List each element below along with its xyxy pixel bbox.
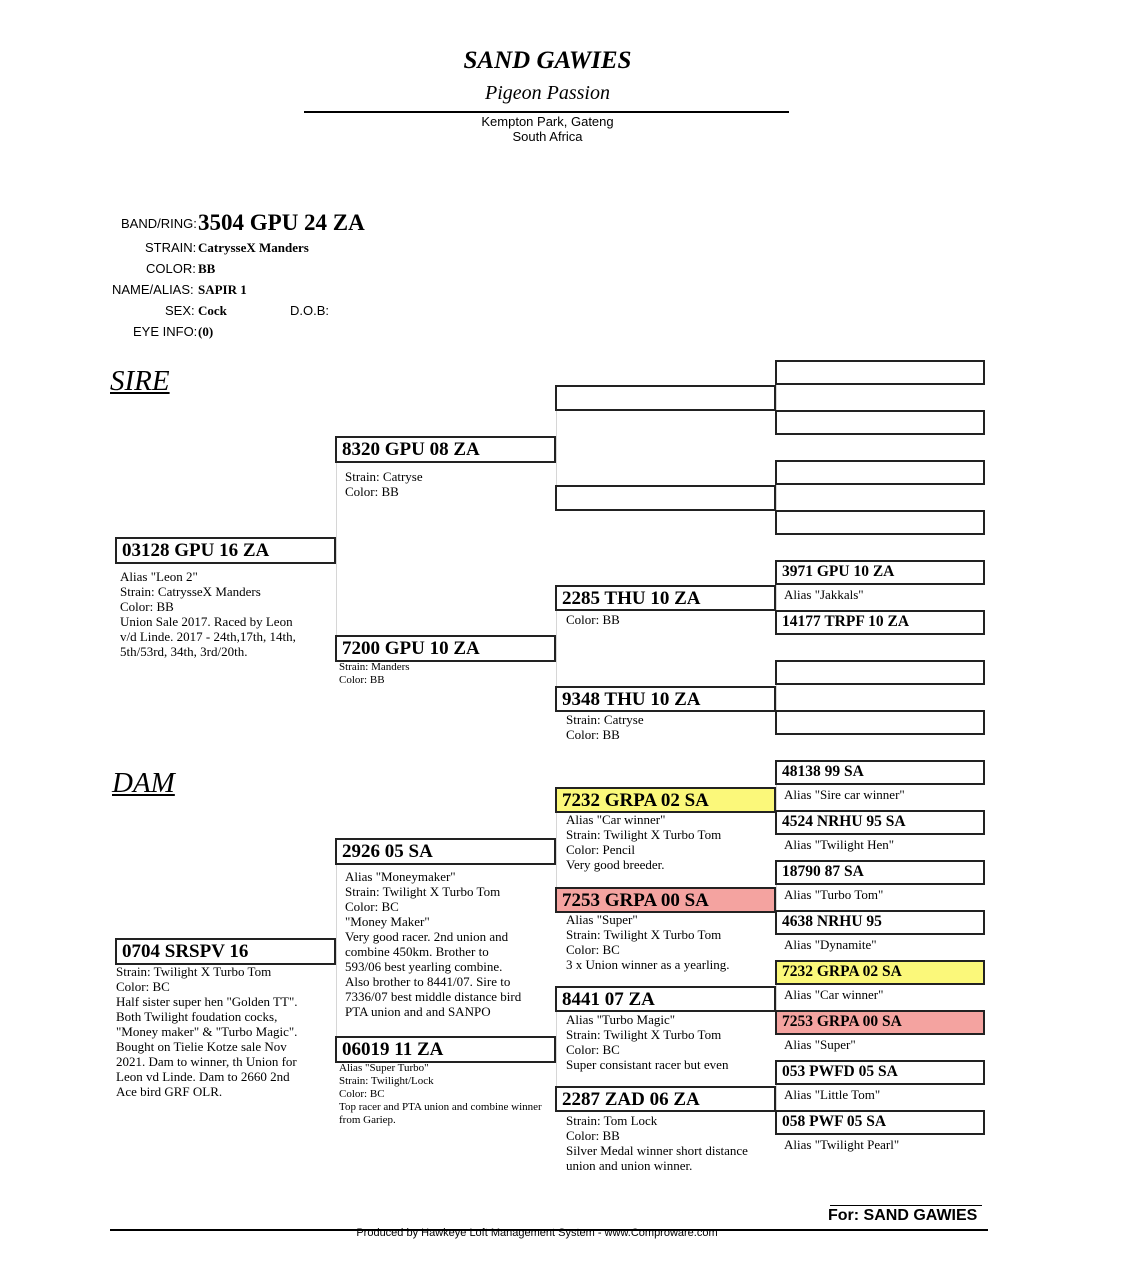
address-line-1: Kempton Park, Gateng: [481, 114, 614, 129]
info-line: Alias "Leon 2": [120, 569, 198, 584]
info-line: Color: BB: [120, 599, 174, 614]
info-line: Super consistant racer but even: [566, 1057, 729, 1072]
sex-value: Cock: [198, 303, 227, 318]
address-line-2: South Africa: [512, 129, 583, 144]
footer-for-rule: [830, 1205, 982, 1206]
strain-label: STRAIN:: [145, 240, 197, 255]
gen4-band-14: 7253 GRPA 00 SA: [782, 1013, 902, 1030]
alias-label: NAME/ALIAS:: [112, 282, 194, 297]
sire-sire-box[interactable]: [335, 436, 556, 463]
connector-line: [336, 852, 337, 1050]
gen4-alias-10: Alias "Twilight Hen": [784, 837, 895, 852]
sire-info: [120, 569, 296, 659]
gen3-info-7: [566, 1012, 728, 1072]
gen4-band-9: 48138 99 SA: [782, 763, 864, 780]
info-line: Ace bird GRF OLR.: [116, 1084, 223, 1099]
info-line: Color: Pencil: [566, 842, 635, 857]
gen4-box-1[interactable]: [775, 360, 985, 385]
gen4-alias-12: Alias "Dynamite": [784, 937, 877, 952]
gen4-alias-11: Alias "Turbo Tom": [784, 887, 884, 902]
info-line: Color: BC: [566, 942, 620, 957]
sire-dam-band: 7200 GPU 10 ZA: [342, 638, 480, 659]
info-line: Alias "Car winner": [566, 812, 666, 827]
info-line: Strain: CatrysseX Manders: [120, 584, 261, 599]
dam-sire-box[interactable]: [335, 838, 556, 865]
gen4-band-16: 058 PWF 05 SA: [782, 1113, 887, 1130]
gen4-alias-5: Alias "Jakkals": [784, 587, 864, 602]
band-label: BAND/RING:: [121, 216, 197, 231]
info-line: Color: BB: [566, 727, 620, 742]
info-line: Color: BC: [566, 1042, 620, 1057]
info-line: 2021. Dam to winner, th Union for: [116, 1054, 297, 1069]
sire-band: 03128 GPU 16 ZA: [122, 540, 270, 561]
gen4-box-9[interactable]: [775, 760, 985, 785]
gen4-box-15[interactable]: [775, 1060, 985, 1085]
info-line: Very good racer. 2nd union and: [345, 929, 509, 944]
gen3-box-6[interactable]: [555, 887, 776, 913]
band-value: 3504 GPU 24 ZA: [198, 210, 365, 235]
info-line: Union Sale 2017. Raced by Leon: [120, 614, 293, 629]
gen4-box-10[interactable]: [775, 810, 985, 835]
connector-line: [556, 800, 557, 900]
info-line: Also brother to 8441/07. Sire to: [345, 974, 511, 989]
strain-value: CatrysseX Manders: [198, 240, 309, 255]
gen4-band-5: 3971 GPU 10 ZA: [782, 563, 895, 580]
gen3-info-6: [566, 912, 730, 972]
info-line: Both Twilight foudation cocks,: [116, 1009, 278, 1024]
info-line: Leon vd Linde. Dam to 2660 2nd: [116, 1069, 290, 1084]
info-line: Color: BB: [339, 674, 385, 686]
gen3-band-6: 7253 GRPA 00 SA: [562, 890, 709, 911]
page-title: SAND GAWIES: [463, 47, 632, 74]
gen4-box-5[interactable]: [775, 560, 985, 585]
gen3-band-4: 9348 THU 10 ZA: [562, 689, 701, 710]
gen4-alias-13: Alias "Car winner": [784, 987, 884, 1002]
info-line: Half sister super hen "Golden TT".: [116, 994, 298, 1009]
info-line: Color: BC: [345, 899, 399, 914]
info-line: union and union winner.: [566, 1158, 693, 1173]
connector-line: [556, 398, 557, 498]
connector-line: [556, 1000, 557, 1100]
connector-line: [556, 598, 557, 698]
color-value: BB: [198, 261, 216, 276]
gen4-alias-15: Alias "Little Tom": [784, 1087, 881, 1102]
connector-line: [336, 450, 337, 650]
info-line: Color: BB: [566, 612, 620, 627]
gen3-band-7: 8441 07 ZA: [562, 989, 655, 1010]
info-line: Color: BC: [339, 1088, 385, 1100]
gen3-box-5[interactable]: [555, 787, 776, 813]
info-line: 5th/53rd, 34th, 3rd/20th.: [120, 644, 248, 659]
info-line: Strain: Tom Lock: [566, 1113, 658, 1128]
info-line: Strain: Twilight X Turbo Tom: [566, 1027, 722, 1042]
gen3-box-2[interactable]: [555, 485, 776, 511]
footer-for: For: SAND GAWIES: [828, 1207, 978, 1224]
info-line: "Money Maker": [345, 914, 430, 929]
info-line: Color: BB: [345, 484, 399, 499]
eye-value: (0): [198, 324, 214, 339]
gen4-box-6[interactable]: [775, 610, 985, 635]
dam-sire-info: [345, 869, 521, 1019]
gen4-box-13[interactable]: [775, 960, 985, 985]
color-label: COLOR:: [146, 261, 196, 276]
info-line: 593/06 best yearling combine.: [345, 959, 503, 974]
gen4-band-11: 18790 87 SA: [782, 863, 864, 880]
info-line: Strain: Twilight/Lock: [339, 1075, 434, 1087]
sire-sire-band: 8320 GPU 08 ZA: [342, 439, 480, 460]
dam-dam-band: 06019 11 ZA: [342, 1039, 444, 1060]
sire-sire-info: [345, 469, 423, 499]
gen3-box-3[interactable]: [555, 585, 776, 611]
gen3-info-3: [566, 612, 620, 627]
gen3-box-4[interactable]: [555, 686, 776, 712]
sire-box[interactable]: [115, 537, 336, 564]
info-line: combine 450km. Brother to: [345, 944, 489, 959]
info-line: Color: BB: [566, 1128, 620, 1143]
gen4-band-15: 053 PWFD 05 SA: [782, 1063, 898, 1080]
alias-value: SAPIR 1: [198, 282, 247, 297]
gen4-alias-16: Alias "Twilight Pearl": [784, 1137, 900, 1152]
sire-dam-box[interactable]: [335, 635, 556, 662]
gen4-box-8[interactable]: [775, 710, 985, 735]
info-line: Strain: Catryse: [345, 469, 423, 484]
gen3-band-3: 2285 THU 10 ZA: [562, 588, 701, 609]
dam-band: 0704 SRSPV 16: [122, 941, 249, 962]
gen4-band-12: 4638 NRHU 95: [782, 913, 882, 930]
info-line: Strain: Twilight X Turbo Tom: [116, 964, 272, 979]
info-line: Very good breeder.: [566, 857, 665, 872]
gen4-box-7[interactable]: [775, 660, 985, 685]
gen4-box-2[interactable]: [775, 410, 985, 435]
gen4-box-14[interactable]: [775, 1010, 985, 1035]
info-line: from Gariep.: [339, 1114, 396, 1126]
dam-dam-info: [339, 1062, 542, 1127]
info-line: 7336/07 best middle distance bird: [345, 989, 522, 1004]
gen3-info-4: [566, 712, 644, 742]
eye-label: EYE INFO:: [133, 324, 198, 339]
gen4-alias-14: Alias "Super": [784, 1037, 856, 1052]
gen4-band-10: 4524 NRHU 95 SA: [782, 813, 906, 830]
info-line: Strain: Manders: [339, 661, 410, 673]
gen3-band-8: 2287 ZAD 06 ZA: [562, 1089, 700, 1110]
gen4-box-12[interactable]: [775, 910, 985, 935]
dam-dam-box[interactable]: [335, 1036, 556, 1063]
info-line: 3 x Union winner as a yearling.: [566, 957, 730, 972]
info-line: "Money maker" & "Turbo Magic".: [116, 1024, 298, 1039]
gen4-box-4[interactable]: [775, 510, 985, 535]
dam-heading: DAM: [112, 767, 175, 799]
header-rule: [304, 111, 789, 113]
info-line: Silver Medal winner short distance: [566, 1143, 748, 1158]
info-line: Alias "Turbo Magic": [566, 1012, 676, 1027]
gen4-box-11[interactable]: [775, 860, 985, 885]
info-line: Strain: Twilight X Turbo Tom: [345, 884, 501, 899]
gen3-info-5: [566, 812, 721, 872]
sire-heading: SIRE: [110, 365, 170, 397]
sex-label: SEX:: [165, 303, 195, 318]
info-line: PTA union and and SANPO: [345, 1004, 491, 1019]
dam-info: [116, 964, 298, 1099]
dob-label: D.O.B:: [290, 303, 330, 318]
gen4-band-6: 14177 TRPF 10 ZA: [782, 613, 910, 630]
gen4-band-13: 7232 GRPA 02 SA: [782, 963, 902, 980]
gen4-box-3[interactable]: [775, 460, 985, 485]
gen3-box-7[interactable]: [555, 986, 776, 1012]
info-line: Alias "Moneymaker": [345, 869, 456, 884]
dam-sire-band: 2926 05 SA: [342, 841, 433, 862]
sire-dam-info: [339, 661, 410, 687]
gen4-box-16[interactable]: [775, 1110, 985, 1135]
info-line: Color: BC: [116, 979, 170, 994]
info-line: Alias "Super Turbo": [339, 1062, 429, 1074]
gen3-band-5: 7232 GRPA 02 SA: [562, 790, 709, 811]
gen4-alias-9: Alias "Sire car winner": [784, 787, 905, 802]
gen3-box-8[interactable]: [555, 1086, 776, 1112]
footer-produced: Produced by Hawkeye Loft Management System - www.Comproware.com: [356, 1227, 718, 1239]
gen3-box-1[interactable]: [555, 385, 776, 411]
page-subtitle: Pigeon Passion: [485, 82, 610, 104]
info-line: v/d Linde. 2017 - 24th,17th, 14th,: [120, 629, 296, 644]
gen3-info-8: [566, 1113, 748, 1173]
dam-box[interactable]: [115, 938, 336, 965]
info-line: Strain: Catryse: [566, 712, 644, 727]
info-line: Top racer and PTA union and combine winner: [339, 1101, 542, 1113]
info-line: Strain: Twilight X Turbo Tom: [566, 827, 722, 842]
info-line: Strain: Twilight X Turbo Tom: [566, 927, 722, 942]
info-line: Bought on Tielie Kotze sale Nov: [116, 1039, 287, 1054]
info-line: Alias "Super": [566, 912, 638, 927]
